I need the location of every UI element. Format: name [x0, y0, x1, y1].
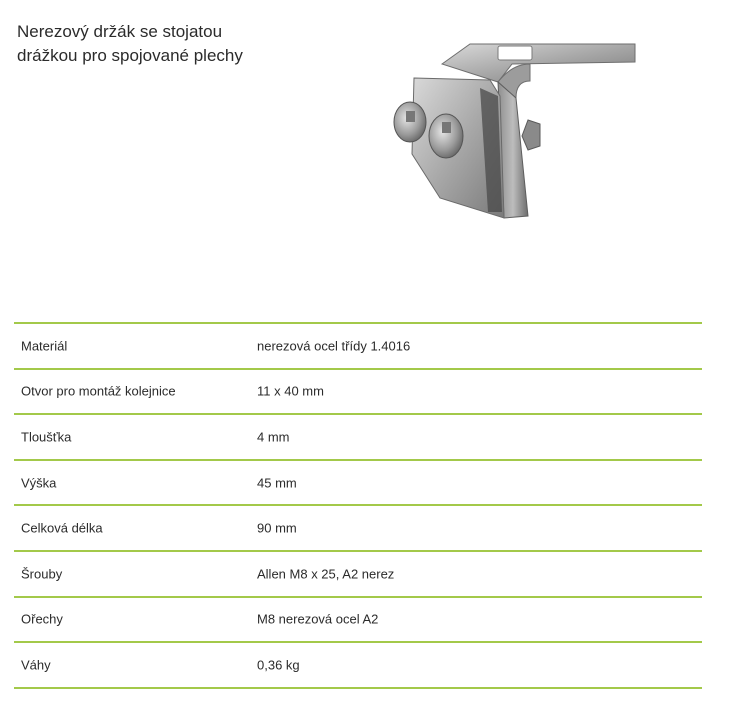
spec-label: Váhy: [21, 657, 51, 673]
page-title-line-2: drážkou pro spojované plechy: [17, 46, 243, 65]
spec-value: 4 mm: [257, 429, 290, 445]
spec-row-height: [14, 461, 702, 507]
spec-label: Materiál: [21, 338, 68, 354]
spec-value: M8 nerezová ocel A2: [257, 611, 379, 627]
spec-value: 11 x 40 mm: [257, 383, 324, 399]
spec-value: nerezová ocel třídy 1.4016: [257, 338, 411, 354]
spec-label: Tloušťka: [21, 429, 72, 445]
spec-value: Allen M8 x 25, A2 nerez: [257, 566, 395, 582]
spec-row-weight: [14, 643, 702, 689]
spec-row-screws: [14, 552, 702, 598]
spec-row-nuts: [14, 598, 702, 644]
spec-label: Ořechy: [21, 611, 63, 627]
page-title: [17, 20, 317, 68]
spec-label: Šrouby: [21, 566, 63, 582]
spec-row-material: [14, 324, 702, 370]
spec-row-thickness: [14, 415, 702, 461]
spec-row-length: [14, 506, 702, 552]
page-title-line-1: Nerezový držák se stojatou: [17, 22, 223, 41]
product-image: [380, 36, 640, 236]
spec-label: Otvor pro montáž kolejnice: [21, 383, 176, 399]
spec-row-rail-opening: [14, 370, 702, 416]
spec-value: 90 mm: [257, 520, 297, 536]
spec-label: Celková délka: [21, 520, 103, 536]
spec-value: 45 mm: [257, 475, 297, 491]
stainless-bracket-icon: [380, 36, 640, 236]
specs-table: [14, 322, 702, 689]
spec-label: Výška: [21, 475, 57, 491]
spec-value: 0,36 kg: [257, 657, 300, 673]
